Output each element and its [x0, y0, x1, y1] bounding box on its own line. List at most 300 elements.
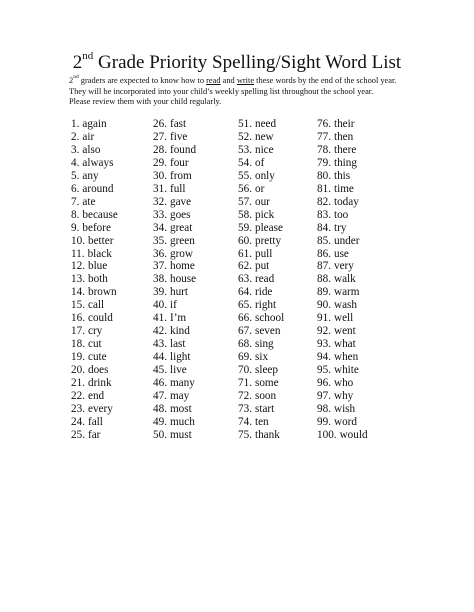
- word-number: 9.: [71, 221, 80, 234]
- word-text: if: [169, 299, 177, 312]
- word-list-item: [153, 144, 196, 157]
- word-number: 1.: [71, 118, 80, 130]
- word-list-item: [317, 196, 368, 209]
- word-number: 7.: [71, 195, 80, 208]
- word-list-item: [238, 144, 284, 157]
- word-number: 61.: [238, 247, 252, 260]
- word-list-item: [317, 299, 368, 312]
- page-title: [0, 49, 474, 74]
- word-number: 5.: [71, 169, 80, 182]
- intro-text-part-1: graders are expected to know how to: [78, 76, 207, 85]
- word-list-item: [153, 403, 196, 416]
- word-number: 21.: [71, 377, 85, 390]
- word-list-item: [317, 131, 368, 144]
- word-list-item: [153, 157, 196, 170]
- word-number: 81.: [317, 182, 331, 195]
- word-number: 62.: [238, 260, 252, 273]
- intro-grade-suffix: nd: [73, 74, 79, 81]
- word-text: white: [333, 364, 359, 377]
- word-number: 51.: [238, 118, 252, 130]
- word-text: light: [169, 351, 191, 364]
- word-number: 59.: [238, 221, 252, 234]
- word-text: please: [254, 221, 283, 234]
- word-list-item: [71, 273, 118, 286]
- word-text: put: [254, 260, 270, 273]
- word-list-item: [317, 338, 368, 351]
- word-text: try: [333, 221, 347, 234]
- word-list-item: [71, 364, 118, 377]
- word-text: very: [333, 260, 354, 273]
- word-text: blue: [87, 260, 108, 273]
- word-number: 32.: [153, 195, 167, 208]
- word-text: both: [87, 273, 108, 286]
- word-number: 16.: [71, 312, 85, 325]
- word-text: must: [169, 428, 192, 441]
- word-list-item: [71, 157, 118, 170]
- word-text: sing: [254, 338, 274, 351]
- word-number: 58.: [238, 208, 252, 221]
- word-column-3: [238, 118, 284, 442]
- word-list-item: [317, 390, 368, 403]
- word-list-item: [71, 209, 118, 222]
- word-number: 99.: [317, 415, 331, 428]
- word-text: from: [169, 169, 192, 182]
- word-number: 31.: [153, 182, 167, 195]
- word-number: 90.: [317, 299, 331, 312]
- word-list-item: [238, 118, 284, 131]
- word-number: 33.: [153, 208, 167, 221]
- word-text: found: [169, 143, 197, 156]
- word-list-item: [238, 364, 284, 377]
- word-number: 20.: [71, 364, 85, 377]
- word-number: 12.: [71, 260, 85, 273]
- word-list-item: [317, 416, 368, 429]
- title-ordinal-suffix: nd: [82, 49, 94, 62]
- word-number: 78.: [317, 143, 331, 156]
- word-number: 11.: [71, 247, 85, 260]
- word-number: 88.: [317, 273, 331, 286]
- word-list-item: [317, 235, 368, 248]
- word-list-item: [71, 338, 118, 351]
- word-number: 34.: [153, 221, 167, 234]
- word-number: 24.: [71, 415, 85, 428]
- word-list-item: [317, 144, 368, 157]
- word-text: I’m: [169, 312, 187, 325]
- word-text: wish: [333, 402, 356, 415]
- word-number: 74.: [238, 415, 252, 428]
- word-number: 92.: [317, 325, 331, 338]
- word-text: then: [333, 130, 354, 143]
- word-list-item: [153, 364, 196, 377]
- word-list-item: [71, 131, 118, 144]
- word-number: 46.: [153, 377, 167, 390]
- word-number: 53.: [238, 143, 252, 156]
- word-text: walk: [333, 273, 356, 286]
- word-list-item: [71, 235, 118, 248]
- word-number: 6.: [71, 182, 80, 195]
- intro-line-1: [69, 76, 429, 87]
- word-number: 47.: [153, 390, 167, 403]
- word-list-item: [317, 183, 368, 196]
- word-list-item: [317, 286, 368, 299]
- word-number: 27.: [153, 130, 167, 143]
- word-list-item: [71, 260, 118, 273]
- word-text: house: [169, 273, 197, 286]
- word-number: 72.: [238, 390, 252, 403]
- word-list: [71, 118, 431, 448]
- word-text: gave: [169, 195, 192, 208]
- word-text: most: [169, 402, 192, 415]
- word-text: five: [169, 130, 188, 143]
- word-text: always: [82, 156, 114, 169]
- word-number: 42.: [153, 325, 167, 338]
- word-text: pretty: [254, 234, 282, 247]
- word-text: kind: [169, 325, 190, 338]
- word-number: 37.: [153, 260, 167, 273]
- word-number: 95.: [317, 364, 331, 377]
- word-text: before: [82, 221, 111, 234]
- word-list-item: [71, 416, 118, 429]
- word-text: or: [254, 182, 265, 195]
- word-list-item: [71, 299, 118, 312]
- word-list-item: [71, 312, 118, 325]
- word-number: 98.: [317, 402, 331, 415]
- word-list-item: [71, 170, 118, 183]
- word-column-4: [317, 118, 368, 442]
- word-list-item: [71, 377, 118, 390]
- word-number: 54.: [238, 156, 252, 169]
- word-list-item: [238, 222, 284, 235]
- word-list-item: [317, 312, 368, 325]
- word-number: 52.: [238, 130, 252, 143]
- word-list-item: [317, 222, 368, 235]
- word-list-item: [317, 118, 368, 131]
- word-text: great: [169, 221, 193, 234]
- word-list-item: [71, 390, 118, 403]
- word-text: our: [254, 195, 270, 208]
- word-list-item: [153, 377, 196, 390]
- word-text: right: [254, 299, 277, 312]
- word-list-item: [238, 403, 284, 416]
- word-number: 57.: [238, 195, 252, 208]
- word-text: start: [254, 402, 275, 415]
- word-text: hurt: [169, 286, 189, 299]
- intro-paragraph: [69, 76, 429, 108]
- word-number: 4.: [71, 156, 80, 169]
- word-list-item: [317, 157, 368, 170]
- word-column-2: [153, 118, 196, 442]
- intro-line-3: Please review them with your child regularly.: [69, 97, 222, 107]
- word-number: 30.: [153, 169, 167, 182]
- word-number: 8.: [71, 208, 80, 221]
- word-list-item: [153, 131, 196, 144]
- word-list-item: [153, 273, 196, 286]
- word-list-item: [153, 118, 196, 131]
- word-text: live: [169, 364, 187, 377]
- word-number: 50.: [153, 428, 167, 441]
- word-text: use: [333, 247, 349, 260]
- word-number: 19.: [71, 351, 85, 364]
- word-list-item: [153, 248, 196, 261]
- word-list-item: [238, 183, 284, 196]
- word-text: cut: [87, 338, 102, 351]
- word-text: may: [169, 390, 190, 403]
- word-number: 10.: [71, 234, 85, 247]
- word-text: their: [333, 118, 355, 130]
- word-list-item: [238, 157, 284, 170]
- word-text: brown: [87, 286, 117, 299]
- word-text: could: [87, 312, 113, 325]
- word-number: 26.: [153, 118, 167, 130]
- word-number: 18.: [71, 338, 85, 351]
- word-list-item: [238, 312, 284, 325]
- word-list-item: [238, 273, 284, 286]
- word-text: end: [87, 390, 105, 403]
- word-number: 15.: [71, 299, 85, 312]
- word-text: does: [87, 364, 109, 377]
- word-number: 49.: [153, 415, 167, 428]
- word-number: 41.: [153, 312, 167, 325]
- word-text: pick: [254, 208, 275, 221]
- word-list-item: [71, 248, 118, 261]
- word-number: 80.: [317, 169, 331, 182]
- word-text: every: [87, 402, 113, 415]
- word-number: 75.: [238, 428, 252, 441]
- word-text: cute: [87, 351, 107, 364]
- word-number: 79.: [317, 156, 331, 169]
- word-list-item: [71, 403, 118, 416]
- word-text: much: [169, 415, 195, 428]
- word-text: call: [87, 299, 105, 312]
- word-text: today: [333, 195, 359, 208]
- word-list-item: [238, 170, 284, 183]
- word-number: 83.: [317, 208, 331, 221]
- word-number: 66.: [238, 312, 252, 325]
- word-text: read: [254, 273, 275, 286]
- word-number: 77.: [317, 130, 331, 143]
- word-text: of: [254, 156, 265, 169]
- word-number: 44.: [153, 351, 167, 364]
- intro-grade-number: 2: [69, 76, 74, 85]
- word-number: 89.: [317, 286, 331, 299]
- word-number: 28.: [153, 143, 167, 156]
- word-number: 2.: [71, 130, 80, 143]
- word-list-item: [153, 183, 196, 196]
- word-list-item: [238, 286, 284, 299]
- word-text: any: [82, 169, 99, 182]
- title-ordinal-number: 2: [72, 52, 83, 73]
- word-number: 97.: [317, 390, 331, 403]
- word-number: 17.: [71, 325, 85, 338]
- word-list-item: [71, 286, 118, 299]
- word-text: when: [333, 351, 359, 364]
- word-list-item: [71, 222, 118, 235]
- word-text: nice: [254, 143, 274, 156]
- word-list-item: [238, 131, 284, 144]
- word-text: again: [82, 118, 107, 130]
- word-list-item: [238, 416, 284, 429]
- word-column-1: [71, 118, 118, 442]
- word-text: better: [87, 234, 114, 247]
- word-list-item: [317, 377, 368, 390]
- word-list-item: [238, 209, 284, 222]
- word-text: thank: [254, 428, 280, 441]
- word-text: what: [333, 338, 356, 351]
- word-list-item: [71, 351, 118, 364]
- word-text: four: [169, 156, 189, 169]
- word-list-item: [71, 429, 118, 442]
- word-text: drink: [87, 377, 112, 390]
- word-text: home: [169, 260, 195, 273]
- word-text: seven: [254, 325, 281, 338]
- intro-read-underlined: read: [206, 76, 221, 85]
- word-list-item: [71, 196, 118, 209]
- intro-line-2: They will be incorporated into your child’s weekly spelling list throughout the school year.: [69, 86, 374, 96]
- word-text: word: [333, 415, 357, 428]
- word-list-item: [153, 325, 196, 338]
- word-text: thing: [333, 156, 357, 169]
- word-number: 60.: [238, 234, 252, 247]
- word-list-item: [153, 416, 196, 429]
- word-number: 84.: [317, 221, 331, 234]
- word-number: 35.: [153, 234, 167, 247]
- word-list-item: [71, 325, 118, 338]
- word-text: many: [169, 377, 195, 390]
- word-list-item: [153, 312, 196, 325]
- word-list-item: [153, 235, 196, 248]
- word-text: last: [169, 338, 186, 351]
- word-number: 3.: [71, 143, 80, 156]
- word-list-item: [71, 183, 118, 196]
- word-text: only: [254, 169, 275, 182]
- word-number: 71.: [238, 377, 252, 390]
- word-list-item: [317, 325, 368, 338]
- word-text: wash: [333, 299, 357, 312]
- word-text: who: [333, 377, 354, 390]
- word-number: 45.: [153, 364, 167, 377]
- word-text: goes: [169, 208, 191, 221]
- word-number: 96.: [317, 377, 331, 390]
- word-text: too: [333, 208, 349, 221]
- word-text: six: [254, 351, 269, 364]
- word-number: 86.: [317, 247, 331, 260]
- word-number: 85.: [317, 234, 331, 247]
- word-list-item: [238, 260, 284, 273]
- intro-and: and: [220, 76, 237, 85]
- word-number: 87.: [317, 260, 331, 273]
- word-text: new: [254, 130, 274, 143]
- word-text: school: [254, 312, 285, 325]
- word-number: 56.: [238, 182, 252, 195]
- word-number: 63.: [238, 273, 252, 286]
- word-number: 68.: [238, 338, 252, 351]
- word-number: 82.: [317, 195, 331, 208]
- word-text: full: [169, 182, 186, 195]
- word-number: 36.: [153, 247, 167, 260]
- word-text: soon: [254, 390, 277, 403]
- word-number: 39.: [153, 286, 167, 299]
- word-text: grow: [169, 247, 193, 260]
- word-number: 70.: [238, 364, 252, 377]
- word-list-item: [238, 248, 284, 261]
- word-number: 23.: [71, 402, 85, 415]
- word-number: 73.: [238, 402, 252, 415]
- word-list-item: [71, 118, 118, 131]
- word-text: around: [82, 182, 114, 195]
- word-list-item: [153, 170, 196, 183]
- word-list-item: [153, 390, 196, 403]
- word-text: some: [254, 377, 279, 390]
- word-list-item: [153, 209, 196, 222]
- word-number: 48.: [153, 402, 167, 415]
- word-text: went: [333, 325, 356, 338]
- word-text: cry: [87, 325, 103, 338]
- word-number: 67.: [238, 325, 252, 338]
- word-list-item: [238, 377, 284, 390]
- word-text: would: [339, 428, 368, 441]
- word-number: 55.: [238, 169, 252, 182]
- word-text: ate: [82, 195, 96, 208]
- word-list-item: [71, 144, 118, 157]
- word-list-item: [317, 429, 368, 442]
- word-list-item: [317, 209, 368, 222]
- word-text: sleep: [254, 364, 278, 377]
- word-list-item: [238, 390, 284, 403]
- word-number: 100.: [317, 428, 337, 441]
- word-list-item: [153, 196, 196, 209]
- word-list-item: [238, 325, 284, 338]
- word-list-item: [153, 286, 196, 299]
- word-number: 29.: [153, 156, 167, 169]
- word-list-item: [317, 260, 368, 273]
- word-text: ride: [254, 286, 273, 299]
- word-list-item: [153, 429, 196, 442]
- word-number: 64.: [238, 286, 252, 299]
- word-number: 69.: [238, 351, 252, 364]
- word-text: fall: [87, 415, 103, 428]
- word-number: 91.: [317, 312, 331, 325]
- word-list-item: [238, 338, 284, 351]
- word-text: this: [333, 169, 351, 182]
- word-text: why: [333, 390, 354, 403]
- word-number: 93.: [317, 338, 331, 351]
- word-list-item: [238, 429, 284, 442]
- word-list-item: [317, 273, 368, 286]
- word-number: 43.: [153, 338, 167, 351]
- word-text: green: [169, 234, 195, 247]
- word-list-item: [153, 299, 196, 312]
- word-text: ten: [254, 415, 269, 428]
- word-text: pull: [254, 247, 273, 260]
- word-number: 14.: [71, 286, 85, 299]
- word-text: need: [254, 118, 277, 130]
- word-list-item: [317, 403, 368, 416]
- word-text: there: [333, 143, 357, 156]
- word-text: black: [87, 247, 112, 260]
- word-number: 22.: [71, 390, 85, 403]
- word-list-item: [238, 299, 284, 312]
- word-list-item: [153, 351, 196, 364]
- word-number: 38.: [153, 273, 167, 286]
- word-list-item: [317, 170, 368, 183]
- word-list-item: [317, 364, 368, 377]
- word-text: fast: [169, 118, 187, 130]
- word-text: well: [333, 312, 354, 325]
- word-list-item: [153, 260, 196, 273]
- word-text: far: [87, 428, 101, 441]
- word-list-item: [238, 351, 284, 364]
- word-number: 25.: [71, 428, 85, 441]
